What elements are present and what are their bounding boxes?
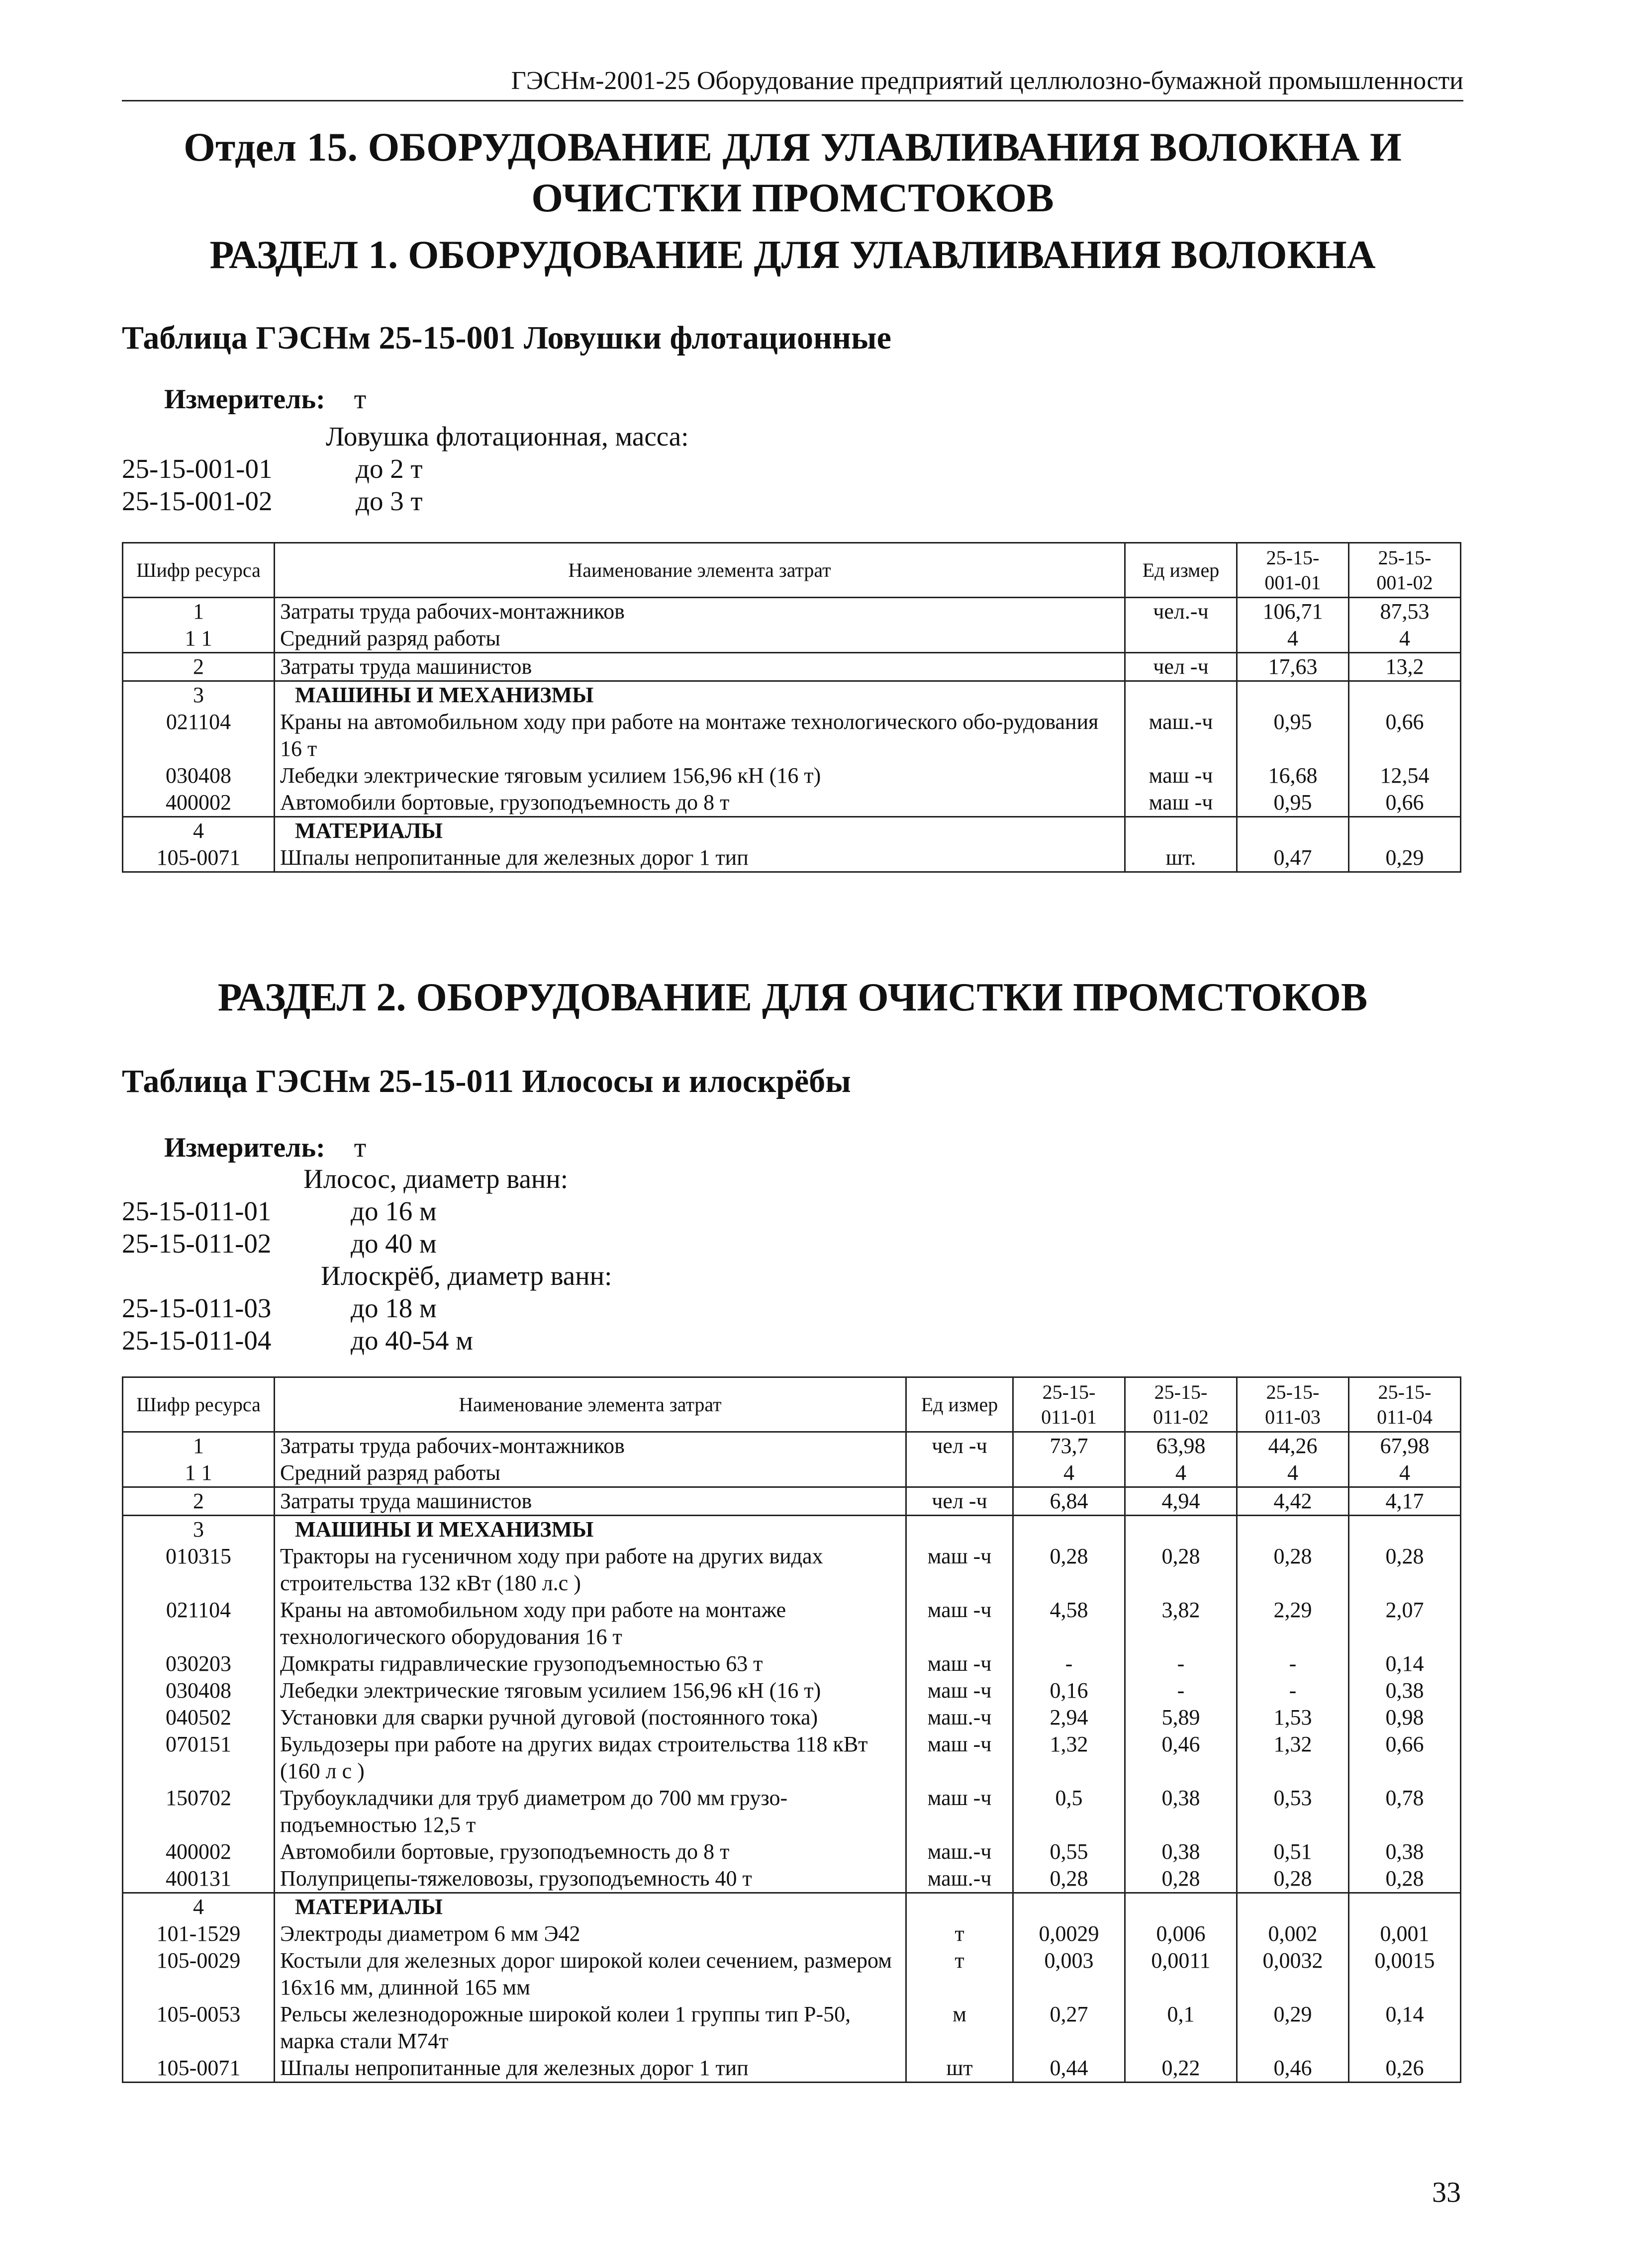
value-cell	[1349, 1516, 1461, 1543]
value-cell: 0,46	[1237, 2055, 1349, 2083]
value-cell: 1,32	[1013, 1731, 1125, 1785]
resource-code: 400131	[123, 1865, 275, 1893]
unit-cell: м	[906, 2001, 1013, 2055]
table-row	[123, 1893, 1461, 1921]
unit-cell: шт.	[1125, 844, 1237, 872]
table-row	[123, 1543, 1461, 1597]
resource-code: 021104	[123, 709, 275, 762]
value-cell: 0,28	[1237, 1543, 1349, 1597]
header-row	[123, 1377, 1461, 1432]
unit-cell: маш.-ч	[906, 1865, 1013, 1893]
section1-meter	[164, 383, 366, 416]
value-cell	[1013, 1516, 1125, 1543]
value-cell: 0,27	[1013, 2001, 1125, 2055]
value-cell	[1013, 1893, 1125, 1921]
cost-element-name: Краны на автомобильном ходу при работе на монтаже технологического обо-рудования 16 т	[275, 709, 1125, 762]
value-cell: 0,002	[1237, 1920, 1349, 1947]
value-cell: 0,28	[1237, 1865, 1349, 1893]
value-cell: 0,22	[1125, 2055, 1237, 2083]
value-cell: 0,51	[1237, 1838, 1349, 1865]
table-row	[123, 1432, 1461, 1460]
unit-cell	[1125, 681, 1237, 709]
value-cell: 4	[1349, 625, 1461, 653]
cost-element-name: Полуприцепы-тяжеловозы, грузоподъемность 40 т	[275, 1865, 906, 1893]
value-cell: 4	[1349, 1459, 1461, 1487]
value-cell: 0,28	[1013, 1865, 1125, 1893]
unit-cell: чел -ч	[1125, 653, 1237, 681]
column-header: 25-15- 011-02	[1125, 1377, 1237, 1432]
value-cell	[1125, 1516, 1237, 1543]
table-row	[123, 1677, 1461, 1704]
section2-meter	[164, 1131, 366, 1164]
unit-cell	[906, 1516, 1013, 1543]
column-header: Наименование элемента затрат	[275, 1377, 906, 1432]
table-row	[123, 844, 1461, 872]
value-cell: 0,29	[1349, 844, 1461, 872]
resource-code: 3	[123, 681, 275, 709]
resource-code: 105-0071	[123, 2055, 275, 2083]
resource-code: 010315	[123, 1543, 275, 1597]
unit-cell: маш.-ч	[906, 1704, 1013, 1731]
value-cell: 16,68	[1237, 762, 1349, 789]
meter-unit: т	[354, 384, 367, 415]
value-cell	[1237, 1893, 1349, 1921]
value-cell: 6,84	[1013, 1487, 1125, 1516]
value-cell: -	[1013, 1650, 1125, 1677]
value-cell	[1237, 817, 1349, 845]
value-cell	[1125, 1893, 1237, 1921]
cost-element-name: Затраты труда машинистов	[275, 653, 1125, 681]
resource-code: 101-1529	[123, 1920, 275, 1947]
value-cell: 0,66	[1349, 789, 1461, 817]
value-cell: 0,95	[1237, 789, 1349, 817]
value-cell: 0,53	[1237, 1785, 1349, 1838]
value-cell: 73,7	[1013, 1432, 1125, 1460]
cost-element-name: Шпалы непропитанные для железных дорог 1 тип	[275, 844, 1125, 872]
value-cell: 4	[1237, 1459, 1349, 1487]
section2-item-list	[122, 1163, 918, 1357]
cost-element-name: Краны на автомобильном ходу при работе на монтаже технологического оборудования 16 т	[275, 1597, 906, 1650]
value-cell: 63,98	[1125, 1432, 1237, 1460]
cost-element-name: Трубоукладчики для труб диаметром до 700 мм грузо-подъемностью 12,5 т	[275, 1785, 906, 1838]
cost-element-name: Электроды диаметром 6 мм Э42	[275, 1920, 906, 1947]
cost-element-name: МАТЕРИАЛЫ	[275, 1893, 906, 1921]
value-cell: 0,14	[1349, 1650, 1461, 1677]
resource-code: 105-0053	[123, 2001, 275, 2055]
unit-cell: чел -ч	[906, 1432, 1013, 1460]
value-cell: 13,2	[1349, 653, 1461, 681]
column-header: 25-15- 011-04	[1349, 1377, 1461, 1432]
table-row	[123, 653, 1461, 681]
table-row	[123, 2001, 1461, 2055]
value-cell: 2,07	[1349, 1597, 1461, 1650]
value-cell: 0,16	[1013, 1677, 1125, 1704]
cost-element-name: Затраты труда машинистов	[275, 1487, 906, 1516]
value-cell: 67,98	[1349, 1432, 1461, 1460]
value-cell	[1349, 817, 1461, 845]
unit-cell	[1125, 625, 1237, 653]
list-item: 25-15-001-01 до 2 т	[122, 454, 423, 484]
list-item: Ловушка флотационная, масса:	[326, 421, 689, 452]
value-cell: 0,55	[1013, 1838, 1125, 1865]
column-header: 25-15- 011-01	[1013, 1377, 1125, 1432]
cost-element-name: Костыли для железных дорог широкой колеи сечением, размером 16х16 мм, длинной 165 мм	[275, 1947, 906, 2001]
table-row	[123, 762, 1461, 789]
table-row	[123, 1650, 1461, 1677]
resource-code: 4	[123, 817, 275, 845]
column-header: Шифр ресурса	[123, 1377, 275, 1432]
cost-element-name: Лебедки электрические тяговым усилием 156,96 кН (16 т)	[275, 1677, 906, 1704]
table-row	[123, 1516, 1461, 1543]
value-cell: 0,46	[1125, 1731, 1237, 1785]
table-row	[123, 2055, 1461, 2083]
table-row	[123, 1704, 1461, 1731]
cost-element-name: Средний разряд работы	[275, 625, 1125, 653]
page-number: 33	[1432, 2176, 1461, 2208]
value-cell: -	[1125, 1650, 1237, 1677]
value-cell: 3,82	[1125, 1597, 1237, 1650]
unit-cell: т	[906, 1920, 1013, 1947]
section1-title: РАЗДЕЛ 1. ОБОРУДОВАНИЕ ДЛЯ УЛАВЛИВАНИЯ ВОЛОКНА	[209, 233, 1376, 277]
cost-element-name: Автомобили бортовые, грузоподъемность до 8 т	[275, 789, 1125, 817]
value-cell: 4,17	[1349, 1487, 1461, 1516]
value-cell	[1349, 681, 1461, 709]
table-row	[123, 1597, 1461, 1650]
value-cell	[1237, 681, 1349, 709]
column-header: 25-15- 011-03	[1237, 1377, 1349, 1432]
section1-item-list	[122, 420, 918, 517]
section2-title: РАЗДЕЛ 2. ОБОРУДОВАНИЕ ДЛЯ ОЧИСТКИ ПРОМСТОКОВ	[217, 976, 1368, 1019]
resource-code: 105-0071	[123, 844, 275, 872]
cost-element-name: Домкраты гидравлические грузоподъемностью 63 т	[275, 1650, 906, 1677]
value-cell: 0,38	[1125, 1785, 1237, 1838]
value-cell: 4	[1013, 1459, 1125, 1487]
unit-cell: маш -ч	[906, 1677, 1013, 1704]
table-row	[123, 1920, 1461, 1947]
value-cell: 0,1	[1125, 2001, 1237, 2055]
department-title-line2: ОЧИСТКИ ПРОМСТОКОВ	[531, 175, 1054, 220]
value-cell: 0,38	[1349, 1838, 1461, 1865]
section1-table-title: Таблица ГЭСНм 25-15-001 Ловушки флотационные	[122, 320, 891, 356]
resource-code: 4	[123, 1893, 275, 1921]
value-cell: 4,94	[1125, 1487, 1237, 1516]
cost-element-name: Лебедки электрические тяговым усилием 156,96 кН (16 т)	[275, 762, 1125, 789]
value-cell: 17,63	[1237, 653, 1349, 681]
value-cell: 0,003	[1013, 1947, 1125, 2001]
column-header: Ед измер	[906, 1377, 1013, 1432]
value-cell: 87,53	[1349, 598, 1461, 626]
resource-code: 1	[123, 598, 275, 626]
cost-element-name: Затраты труда рабочих-монтажников	[275, 598, 1125, 626]
unit-cell: маш -ч	[906, 1785, 1013, 1838]
department-title	[122, 122, 1463, 223]
resource-code: 040502	[123, 1704, 275, 1731]
resource-code: 1	[123, 1432, 275, 1460]
list-item: 25-15-011-01 до 16 м	[122, 1196, 437, 1226]
table-row	[123, 817, 1461, 845]
table-row	[123, 1731, 1461, 1785]
resource-code: 1 1	[123, 625, 275, 653]
value-cell: 4,42	[1237, 1487, 1349, 1516]
value-cell: 2,94	[1013, 1704, 1125, 1731]
unit-cell	[1125, 817, 1237, 845]
section2-resource-table	[122, 1376, 1461, 2083]
cost-element-name: Затраты труда рабочих-монтажников	[275, 1432, 906, 1460]
meter-unit: т	[354, 1132, 367, 1163]
value-cell: 0,5	[1013, 1785, 1125, 1838]
cost-element-name: Бульдозеры при работе на других видах строительства 118 кВт (160 л с )	[275, 1731, 906, 1785]
table-row	[123, 1865, 1461, 1893]
resource-code: 030408	[123, 1677, 275, 1704]
table-header	[123, 1377, 1461, 1432]
value-cell: 0,66	[1349, 1731, 1461, 1785]
value-cell: 0,0032	[1237, 1947, 1349, 2001]
value-cell: 0,28	[1125, 1865, 1237, 1893]
value-cell: 0,0015	[1349, 1947, 1461, 2001]
list-item: 25-15-011-04 до 40-54 м	[122, 1325, 474, 1356]
table-row	[123, 681, 1461, 709]
column-header: Ед измер	[1125, 543, 1237, 598]
meter-label: Измеритель:	[164, 384, 325, 415]
column-header: Шифр ресурса	[123, 543, 275, 598]
unit-cell: маш.-ч	[906, 1838, 1013, 1865]
unit-cell: т	[906, 1947, 1013, 2001]
value-cell: 106,71	[1237, 598, 1349, 626]
resource-code: 400002	[123, 1838, 275, 1865]
list-item: 25-15-001-02 до 3 т	[122, 486, 423, 516]
value-cell: 0,26	[1349, 2055, 1461, 2083]
value-cell: -	[1237, 1677, 1349, 1704]
value-cell: -	[1125, 1677, 1237, 1704]
resource-code: 030408	[123, 762, 275, 789]
value-cell: 0,38	[1125, 1838, 1237, 1865]
value-cell: 0,98	[1349, 1704, 1461, 1731]
value-cell: 0,29	[1237, 2001, 1349, 2055]
table-body	[123, 1432, 1461, 2083]
list-item: 25-15-011-03 до 18 м	[122, 1293, 437, 1323]
value-cell: 0,28	[1349, 1543, 1461, 1597]
unit-cell: маш -ч	[906, 1731, 1013, 1785]
list-item: Илоскрёб, диаметр ванн:	[321, 1261, 612, 1291]
unit-cell: чел.-ч	[1125, 598, 1237, 626]
value-cell: 0,28	[1013, 1543, 1125, 1597]
unit-cell: маш -ч	[906, 1597, 1013, 1650]
value-cell: 4	[1125, 1459, 1237, 1487]
table-row	[123, 789, 1461, 817]
value-cell: 0,006	[1125, 1920, 1237, 1947]
value-cell: 0,001	[1349, 1920, 1461, 1947]
resource-code: 400002	[123, 789, 275, 817]
table-row	[123, 1947, 1461, 2001]
table-row	[123, 598, 1461, 626]
section2-table-title: Таблица ГЭСНм 25-15-011 Илососы и илоскрёбы	[122, 1063, 851, 1099]
value-cell: 4	[1237, 625, 1349, 653]
value-cell: 4,58	[1013, 1597, 1125, 1650]
value-cell: 0,0029	[1013, 1920, 1125, 1947]
unit-cell: чел -ч	[906, 1487, 1013, 1516]
unit-cell	[906, 1893, 1013, 1921]
department-title-line1: Отдел 15. ОБОРУДОВАНИЕ ДЛЯ УЛАВЛИВАНИЯ ВОЛОКНА И	[184, 124, 1402, 170]
value-cell	[1237, 1516, 1349, 1543]
unit-cell: маш -ч	[906, 1543, 1013, 1597]
table-row	[123, 1838, 1461, 1865]
value-cell: 2,29	[1237, 1597, 1349, 1650]
table-row	[123, 1487, 1461, 1516]
cost-element-name: Установки для сварки ручной дуговой (постоянного тока)	[275, 1704, 906, 1731]
column-header: Наименование элемента затрат	[275, 543, 1125, 598]
value-cell: 0,0011	[1125, 1947, 1237, 2001]
cost-element-name: Автомобили бортовые, грузоподъемность до 8 т	[275, 1838, 906, 1865]
resource-code: 105-0029	[123, 1947, 275, 2001]
value-cell: 5,89	[1125, 1704, 1237, 1731]
table-body	[123, 598, 1461, 872]
value-cell: 0,38	[1349, 1677, 1461, 1704]
resource-code: 070151	[123, 1731, 275, 1785]
value-cell: 0,95	[1237, 709, 1349, 762]
value-cell: 1,32	[1237, 1731, 1349, 1785]
resource-code: 150702	[123, 1785, 275, 1838]
cost-element-name: Средний разряд работы	[275, 1459, 906, 1487]
unit-cell: маш -ч	[1125, 789, 1237, 817]
table-row	[123, 1459, 1461, 1487]
resource-code: 030203	[123, 1650, 275, 1677]
value-cell: 44,26	[1237, 1432, 1349, 1460]
resource-code: 1 1	[123, 1459, 275, 1487]
header-row	[123, 543, 1461, 598]
value-cell: 0,78	[1349, 1785, 1461, 1838]
resource-code: 2	[123, 653, 275, 681]
meter-label: Измеритель:	[164, 1132, 325, 1163]
value-cell: 0,28	[1349, 1865, 1461, 1893]
table-row	[123, 1785, 1461, 1838]
cost-element-name: МАШИНЫ И МЕХАНИЗМЫ	[275, 1516, 906, 1543]
cost-element-name: Рельсы железнодорожные широкой колеи 1 группы тип Р-50, марка стали М74т	[275, 2001, 906, 2055]
value-cell	[1349, 1893, 1461, 1921]
column-header: 25-15- 001-02	[1349, 543, 1461, 598]
list-item: 25-15-011-02 до 40 м	[122, 1228, 437, 1259]
resource-code: 3	[123, 1516, 275, 1543]
table-row	[123, 625, 1461, 653]
column-header: 25-15- 001-01	[1237, 543, 1349, 598]
resource-code: 021104	[123, 1597, 275, 1650]
resource-code: 2	[123, 1487, 275, 1516]
list-item: Илосос, диаметр ванн:	[303, 1164, 569, 1194]
table-row	[123, 709, 1461, 762]
unit-cell: маш -ч	[906, 1650, 1013, 1677]
cost-element-name: Шпалы непропитанные для железных дорог 1 тип	[275, 2055, 906, 2083]
value-cell: 0,47	[1237, 844, 1349, 872]
cost-element-name: МАТЕРИАЛЫ	[275, 817, 1125, 845]
value-cell: 0,66	[1349, 709, 1461, 762]
value-cell: 0,44	[1013, 2055, 1125, 2083]
section1-resource-table	[122, 542, 1461, 873]
table-header	[123, 543, 1461, 598]
cost-element-name: МАШИНЫ И МЕХАНИЗМЫ	[275, 681, 1125, 709]
cost-element-name: Тракторы на гусеничном ходу при работе на других видах строительства 132 кВт (180 л.с )	[275, 1543, 906, 1597]
value-cell: 1,53	[1237, 1704, 1349, 1731]
value-cell: 0,28	[1125, 1543, 1237, 1597]
value-cell: 12,54	[1349, 762, 1461, 789]
unit-cell: маш.-ч	[1125, 709, 1237, 762]
running-header: ГЭСНм-2001-25 Оборудование предприятий целлюлозно-бумажной промышленности	[122, 66, 1463, 101]
unit-cell: шт	[906, 2055, 1013, 2083]
value-cell: -	[1237, 1650, 1349, 1677]
unit-cell	[906, 1459, 1013, 1487]
value-cell: 0,14	[1349, 2001, 1461, 2055]
unit-cell: маш -ч	[1125, 762, 1237, 789]
